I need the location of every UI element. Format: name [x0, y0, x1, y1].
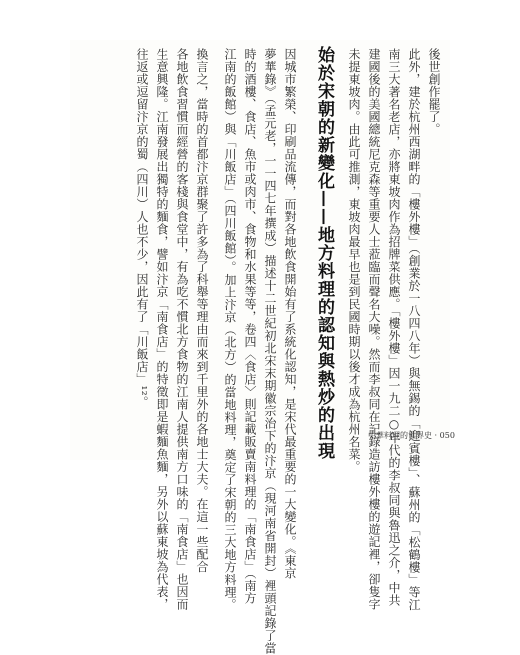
text-column: 時的酒樓、食店、魚市或肉市、食物和水果等等，卷四〈食店〉則記載販賣南料理的「南食店」（南方	[243, 48, 257, 605]
text-column: 各地飲食習慣而經營的客棧與食堂中，有為吃不慣北方食物的江南人提供南方口味的「南食店」也因而	[175, 48, 189, 611]
text-column: 南三大著名老店，亦將東坡肉作為招牌菜供應。「樓外樓」因一九二○年代的李叔同與魯迅之介，中共	[387, 48, 401, 607]
text-column: 未提東坡肉。由此可推測，東坡肉最早也是到民國時期以後才成為杭州名菜。	[347, 48, 361, 473]
footer-separator: ·	[434, 431, 440, 440]
text-column: 此外，建於杭州西湖畔的「樓外樓」（創業於一八四八年）與無錫的「迎賓樓」、蘇州的「松鶴樓」等江	[407, 48, 421, 611]
page-number: 050	[439, 431, 455, 440]
text-column: 換言之，當時的首都汴京群聚了許多為了科舉等理由而來到千里外的各地士大夫。在這一些配合	[195, 48, 209, 573]
section-heading: 始於宋朝的新變化——地方料理的認知與熱炒的出現	[314, 46, 334, 460]
text-column: 江南的飯館）與「川飯店」（四川飯館）。加上汴京（北方）的當地料理，奠定了宋朝的三大地方料理。	[223, 48, 237, 611]
text-column: 夢華錄》（孟元老，一一四七年撰成）描述十二世紀初北宋末期徽宗治下的汴京（現河南省開封）裡頭記錄了當	[263, 48, 277, 655]
text-column: 生意興隆。江南發展出獨特的麵食，譬如汴京「南食店」的特徵即是蝦麵魚麵，另外以蘇東坡為代表，	[155, 48, 169, 611]
book-page	[70, 40, 450, 655]
running-title: 中華料理的世界史	[368, 431, 432, 440]
text-column: 建國後的美國總統尼克森等重要人士蒞臨而聲名大噪。然而李叔同在記錄造訪樓外樓的遊記裡，卻隻字	[367, 48, 381, 611]
page-footer	[368, 430, 455, 441]
text-column: 往返或逗留汴京的蜀（四川）人也不少，因此有了「川飯店」¹²。	[135, 48, 149, 409]
text-column: 後世創作罷了。	[427, 48, 441, 136]
text-column: 因城市繁榮、印刷品流傳，而對各地飲食開始有了系統化認知，是宋代最重要的一大變化。《東京	[283, 48, 297, 580]
